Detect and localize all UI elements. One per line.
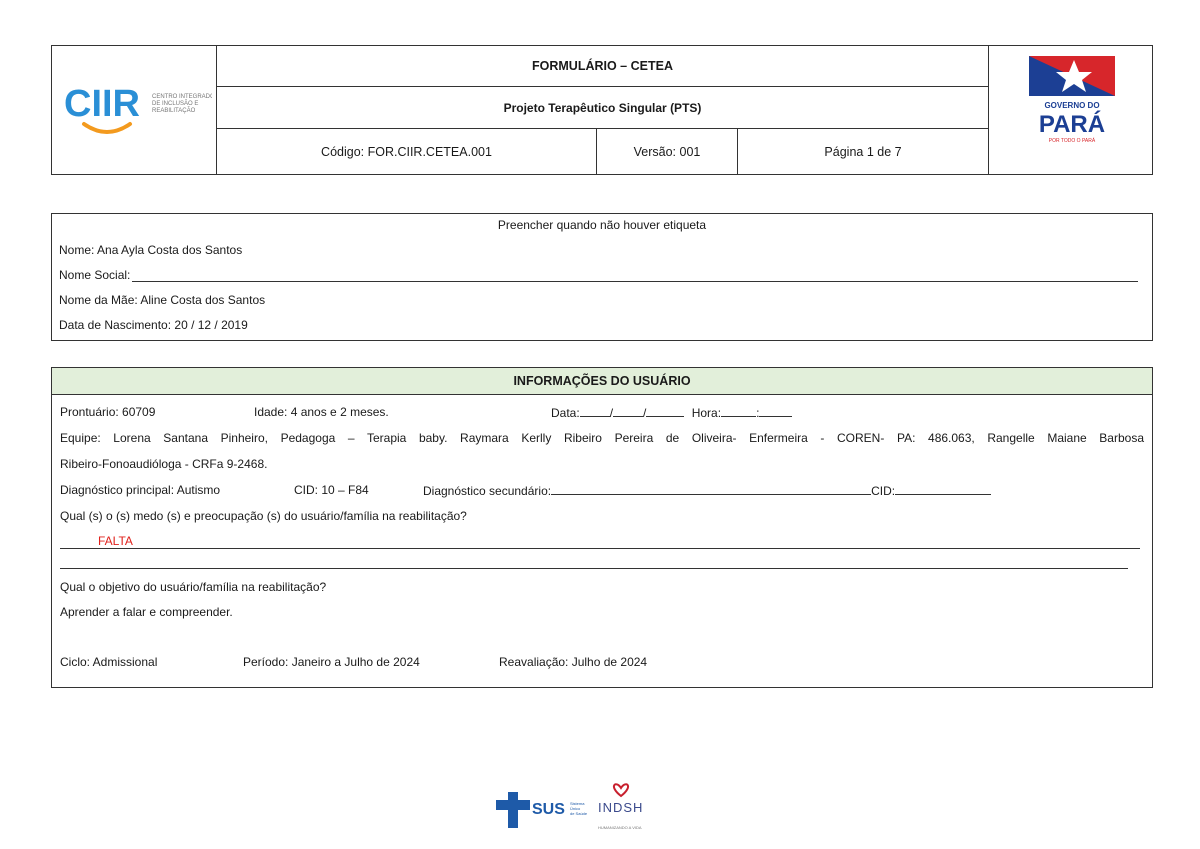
period: Período: Janeiro a Julho de 2024 bbox=[243, 655, 420, 669]
ciir-subtitle-1: CENTRO INTEGRADO bbox=[152, 94, 212, 100]
patient-box-heading: Preencher quando não houver etiqueta bbox=[497, 218, 707, 232]
team-line-2: Ribeiro-Fonoaudióloga - CRFa 9-2468. bbox=[60, 457, 268, 471]
indsh-wordmark: INDSH bbox=[598, 800, 644, 815]
form-title: FORMULÁRIO – CETEA bbox=[532, 59, 673, 73]
social-name-label: Nome Social: bbox=[59, 268, 131, 282]
secondary-diagnosis-label: Diagnóstico secundário: bbox=[423, 484, 552, 498]
para-tagline: POR TODO O PARÁ bbox=[1048, 138, 1096, 144]
secondary-cid-label: CID: bbox=[871, 484, 896, 498]
indsh-logo bbox=[598, 784, 643, 830]
form-version: Versão: 001 bbox=[633, 145, 701, 159]
patient-age: Idade: 4 anos e 2 meses. bbox=[254, 405, 389, 419]
fears-answer-extra-line[interactable] bbox=[60, 568, 1128, 569]
social-name-field[interactable] bbox=[132, 269, 1138, 282]
time-minute-field[interactable] bbox=[759, 405, 792, 417]
date-day-field[interactable] bbox=[580, 405, 610, 417]
reassessment: Reavaliação: Julho de 2024 bbox=[499, 655, 648, 669]
fears-answer-row bbox=[60, 534, 1140, 549]
date-month-field[interactable] bbox=[613, 405, 643, 417]
birth-date: Data de Nascimento: 20 / 12 / 2019 bbox=[59, 318, 248, 332]
governo-para-logo bbox=[1027, 54, 1117, 149]
main-cid: CID: 10 – F84 bbox=[294, 483, 369, 497]
ciir-logo bbox=[62, 74, 212, 149]
cycle: Ciclo: Admissional bbox=[60, 655, 158, 669]
secondary-diagnosis-field[interactable] bbox=[551, 483, 871, 495]
heart-icon bbox=[614, 784, 628, 796]
svg-text:Único: Único bbox=[570, 806, 581, 811]
date-time-row: Data: / / Hora: : bbox=[551, 405, 792, 420]
sus-cross-icon bbox=[496, 792, 530, 828]
svg-text:de Saúde: de Saúde bbox=[570, 811, 588, 816]
sus-wordmark: SUS bbox=[532, 801, 565, 818]
form-page-number: Página 1 de 7 bbox=[824, 145, 902, 159]
sus-logo bbox=[496, 792, 588, 828]
main-diagnosis: Diagnóstico principal: Autismo bbox=[60, 483, 221, 497]
secondary-cid-field[interactable] bbox=[895, 483, 991, 495]
secondary-diagnosis-row bbox=[423, 483, 991, 498]
date-year-field[interactable] bbox=[646, 405, 684, 417]
ciir-wordmark: CIIR bbox=[64, 83, 140, 125]
time-label: Hora: bbox=[691, 406, 722, 420]
fears-answer: FALTA bbox=[98, 534, 133, 548]
goal-question: Qual o objetivo do usuário/família na reabilitação? bbox=[60, 580, 327, 594]
fears-answer-field[interactable] bbox=[133, 537, 1140, 549]
form-header bbox=[51, 45, 1153, 175]
ciir-subtitle-2: DE INCLUSÃO E bbox=[152, 101, 199, 107]
social-name-row bbox=[59, 268, 1138, 282]
para-wordmark: PARÁ bbox=[1038, 111, 1106, 138]
footer-logos bbox=[488, 778, 688, 834]
time-hour-field[interactable] bbox=[721, 405, 756, 417]
form-code: Código: FOR.CIIR.CETEA.001 bbox=[321, 145, 492, 159]
team-line-1: Equipe: Lorena Santana Pinheiro, Pedagoga – Terapia baby. Raymara Kerlly Ribeiro Pereira de Oliveira- Enfermeira - COREN- PA: 486.063, Rangelle Maiane Barbosa bbox=[60, 431, 1144, 445]
section-title: INFORMAÇÕES DO USUÁRIO bbox=[52, 368, 1152, 395]
date-label: Data: bbox=[551, 406, 580, 420]
mother-name: Nome da Mãe: Aline Costa dos Santos bbox=[59, 293, 266, 307]
record-number: Prontuário: 60709 bbox=[60, 405, 156, 419]
indsh-tagline: HUMANIZANDO A VIDA bbox=[598, 825, 642, 830]
user-information-box bbox=[51, 367, 1153, 688]
goal-answer: Aprender a falar e compreender. bbox=[60, 605, 233, 619]
form-subtitle: Projeto Terapêutico Singular (PTS) bbox=[503, 100, 702, 115]
governo-text: GOVERNO DO bbox=[1044, 101, 1100, 110]
patient-name: Nome: Ana Ayla Costa dos Santos bbox=[59, 243, 243, 257]
svg-text:Sistema: Sistema bbox=[570, 801, 585, 806]
fears-question: Qual (s) o (s) medo (s) e preocupação (s) do usuário/família na reabilitação? bbox=[60, 509, 467, 523]
patient-identification-box bbox=[51, 213, 1153, 341]
ciir-subtitle-3: REABILITAÇÃO bbox=[152, 108, 196, 114]
